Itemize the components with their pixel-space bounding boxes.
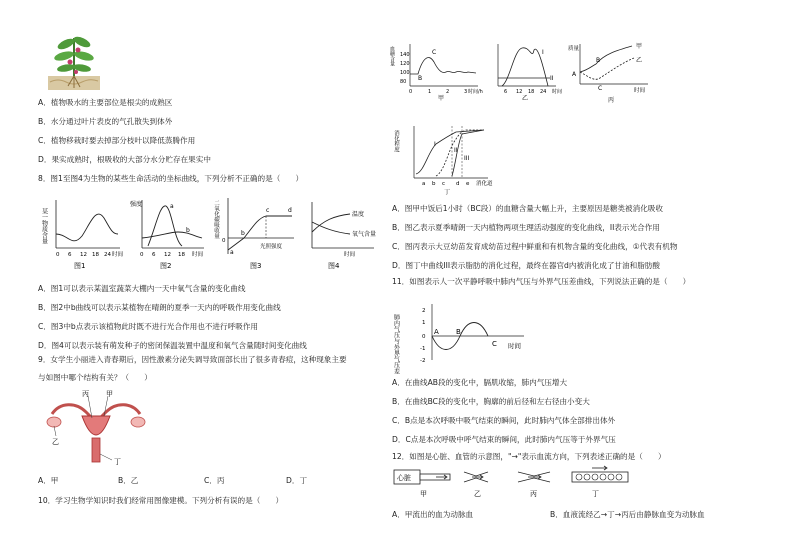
- ding-ii-label: II: [454, 147, 458, 154]
- q12-option-b: B．血液流经乙→丁→丙后由静脉血变为动脉血: [550, 510, 705, 519]
- fig3-b-label: b: [241, 230, 245, 237]
- fig3-c-label: c: [266, 207, 270, 214]
- q10-option-a: A．图甲中饭后1小时（BC段）的血糖含量大幅上升，主要原因是糖类被消化吸收: [392, 204, 663, 213]
- yi-tick-3: 24: [540, 89, 547, 95]
- bing-caption: 丙: [608, 97, 615, 104]
- q11-y-label: 肺内气压与外界气压差: [392, 314, 400, 374]
- q8-figure-3: [214, 192, 298, 270]
- ding-iii-label: III: [464, 155, 470, 162]
- q11-tick-4: -2: [420, 358, 426, 364]
- yi-tick-1: 12: [516, 89, 523, 95]
- option-c: C．植物移栽时要去掉部分枝叶以降低蒸腾作用: [38, 136, 196, 145]
- fig2-tick-1: 6: [152, 252, 156, 258]
- fig1-x-label: 时间: [112, 252, 124, 258]
- q8-option-a: A．图1可以表示某温室蔬菜大棚内一天中氧气含量的变化曲线: [38, 284, 246, 293]
- fig1-tick-0: 0: [56, 252, 60, 258]
- q8-figure-2: [130, 196, 208, 270]
- bing-c-label: C: [598, 85, 603, 92]
- jia-y-label: 血糖含量: [389, 46, 395, 66]
- ding-caption: 丁: [444, 189, 451, 196]
- q11-option-b: B．在曲线BC段的变化中，胸廓的前后径和左右径由小变大: [392, 397, 590, 406]
- fig4-line1-label: 温度: [352, 211, 365, 218]
- fig2-caption: 图2: [160, 262, 172, 270]
- q10-figure-ding: [393, 122, 506, 196]
- fig4-line2-label: 氧气含量: [352, 231, 377, 238]
- jia-tick-y-1: 120: [400, 61, 410, 67]
- q10-option-c: C．图丙表示大豆幼苗发育成幼苗过程中鲜重和有机物含量的变化曲线，①代表有机物: [392, 242, 678, 251]
- q12-caption-bing: 丙: [530, 490, 537, 498]
- fig2-y-label: 强度: [130, 201, 143, 208]
- jia-tick-y-2: 100: [400, 70, 410, 76]
- jia-tick-x-1: 1: [428, 89, 432, 95]
- q8-option-d: D．图4可以表示装有萌发种子的密闭保温装置中温度和氧气含量随时间变化曲线: [38, 341, 307, 350]
- yi-tick-0: 6: [504, 89, 508, 95]
- fig3-zero: 0: [222, 238, 226, 244]
- yi-i-label: I: [542, 49, 544, 56]
- jia-tick-x-3: 3: [464, 89, 468, 95]
- question-10-stem: 10．学习生物学知识时我们经常用图像建模。下列分析有误的是（ ）: [38, 496, 284, 505]
- fig4-caption: 图4: [328, 262, 340, 270]
- ding-letter-e: e: [466, 181, 470, 187]
- option-a: A．植物吸水的主要部位是根尖的成熟区: [38, 98, 173, 107]
- q9-label-yi: 乙: [52, 438, 59, 446]
- q12-vessel-figure: [392, 466, 652, 510]
- q11-a-label: A: [434, 328, 439, 336]
- fig2-tick-3: 18: [178, 252, 185, 258]
- jia-b-label: B: [418, 75, 423, 82]
- q9-reproductive-figure: [42, 388, 152, 468]
- q9-label-bing: 丙: [82, 390, 89, 398]
- q11-tick-3: -1: [420, 346, 426, 352]
- plant-illustration: [48, 32, 100, 90]
- jia-caption: 甲: [438, 95, 445, 102]
- q9-option-d: D．丁: [286, 476, 308, 485]
- yi-ii-label: II: [550, 75, 554, 82]
- bing-y-label: 质量: [568, 46, 580, 52]
- q8-option-c: C．图3中b点表示该植物此时既不进行光合作用也不进行呼吸作用: [38, 322, 258, 331]
- ding-y-label: 消化程度: [393, 130, 399, 152]
- bing-a-label: A: [572, 71, 577, 78]
- yi-caption: 乙: [522, 95, 529, 102]
- fig1-y-label: 某一物质含量: [40, 208, 48, 244]
- fig4-x-label: 时间: [344, 252, 356, 258]
- q11-tick-0: 2: [422, 308, 426, 314]
- bing-yi-label: 乙: [636, 57, 643, 64]
- ding-letter-c: c: [442, 181, 446, 187]
- jia-tick-y-0: 140: [400, 52, 410, 58]
- q12-caption-yi: 乙: [474, 490, 481, 498]
- q11-c-label: C: [492, 340, 497, 348]
- jia-x-label: 时间/h: [468, 89, 483, 95]
- q9-option-a: A．甲: [38, 476, 59, 485]
- fig1-tick-2: 12: [80, 252, 87, 258]
- q10-figure-jia: [389, 40, 484, 102]
- q11-option-c: C．B点是本次呼吸中吸气结束的瞬间，此时肺内气体全部排出体外: [392, 416, 616, 425]
- ding-x-label: 消化道: [476, 181, 493, 187]
- q9-label-jia: 甲: [106, 390, 113, 398]
- q9-option-b: B．乙: [118, 476, 139, 485]
- q11-tick-2: 0: [422, 334, 426, 340]
- question-8-stem: 8．图1至图4为生物的某些生命活动的坐标曲线，下列分析不正确的是（ ）: [38, 174, 304, 183]
- q12-option-a: A．甲流出的血为动脉血: [392, 510, 474, 519]
- q11-pressure-figure: [392, 298, 546, 374]
- q12-heart-label: 心脏: [397, 474, 411, 482]
- option-b: B．水分通过叶片表皮的气孔散失到体外: [38, 117, 173, 126]
- bing-jia-label: 甲: [636, 43, 643, 50]
- fig2-tick-0: 0: [140, 252, 144, 258]
- q10-figure-bing: [568, 40, 652, 104]
- q9-label-ding: 丁: [114, 458, 121, 466]
- fig1-tick-1: 6: [68, 252, 72, 258]
- ding-letter-d: d: [456, 181, 460, 187]
- fig3-y-label: 二氧化碳吸收量: [213, 200, 219, 239]
- fig2-x-label: 时间: [192, 252, 204, 258]
- q10-figure-yi: [492, 40, 562, 100]
- q11-option-a: A．在曲线AB段的变化中，膈肌收缩，肺内气压增大: [392, 378, 568, 387]
- option-d: D．果实成熟时，根吸收的大部分水分贮存在果实中: [38, 155, 211, 164]
- q11-option-d: D．C点是本次呼吸中呼气结束的瞬间，此时肺内气压等于外界气压: [392, 435, 616, 444]
- fig2-a-label: a: [170, 203, 174, 210]
- bing-b-label: B: [596, 57, 601, 64]
- q11-b-label: B: [456, 328, 461, 336]
- question-12-stem: 12．如图是心脏、血管的示意图，"→"表示血流方向，下列表述正确的是（ ）: [392, 452, 666, 461]
- jia-tick-y-3: 80: [400, 79, 407, 85]
- question-11-stem: 11．如图表示人一次平静呼吸中肺内气压与外界气压差曲线，下列说法正确的是（ ）: [392, 277, 691, 286]
- q8-figure-1: [40, 196, 124, 270]
- q8-figure-4: [304, 196, 382, 270]
- bing-x-label: 时间: [634, 88, 646, 94]
- q12-caption-ding: 丁: [592, 490, 599, 498]
- yi-tick-2: 18: [528, 89, 535, 95]
- q10-option-b: B．图乙表示夏季晴朗一天内植物两项生理活动强度的变化曲线，II表示光合作用: [392, 223, 660, 232]
- q8-option-b: B．图2中b曲线可以表示某植物在晴朗的夏季一天内的呼吸作用变化曲线: [38, 303, 281, 312]
- q10-option-d: D．图丁中曲线III表示脂肪的消化过程，最终在器官d内被消化成了甘油和脂肪酸: [392, 261, 660, 270]
- fig3-a-label: a: [230, 249, 234, 256]
- fig1-tick-3: 18: [92, 252, 99, 258]
- jia-tick-x-0: 0: [409, 89, 413, 95]
- q11-tick-1: 1: [422, 320, 426, 326]
- q9-option-c: C．丙: [204, 476, 225, 485]
- fig2-tick-2: 12: [164, 252, 171, 258]
- fig3-x-label: 光照强度: [260, 244, 283, 250]
- fig3-d-label: d: [288, 207, 292, 214]
- ding-letter-a: a: [422, 181, 426, 187]
- q11-x-label: 时间: [508, 342, 521, 350]
- fig3-caption: 图3: [250, 262, 262, 270]
- question-9-stem-line2: 与如图中哪个结构有关？（ ）: [38, 373, 152, 382]
- ding-i-label: I: [434, 141, 436, 148]
- jia-tick-x-2: 2: [446, 89, 450, 95]
- question-9-stem-line1: 9．女学生小丽进入青春期后，因性激素分泌失调导致面部长出了很多青春痘，这种现象主要: [38, 355, 347, 364]
- fig2-b-label: b: [186, 227, 190, 234]
- q12-caption-jia: 甲: [420, 490, 427, 498]
- yi-x-label: 时间: [552, 89, 563, 95]
- fig1-caption: 图1: [74, 262, 86, 270]
- fig1-tick-4: 24: [104, 252, 111, 258]
- ding-letter-b: b: [432, 181, 436, 187]
- jia-c-label: C: [432, 49, 437, 56]
